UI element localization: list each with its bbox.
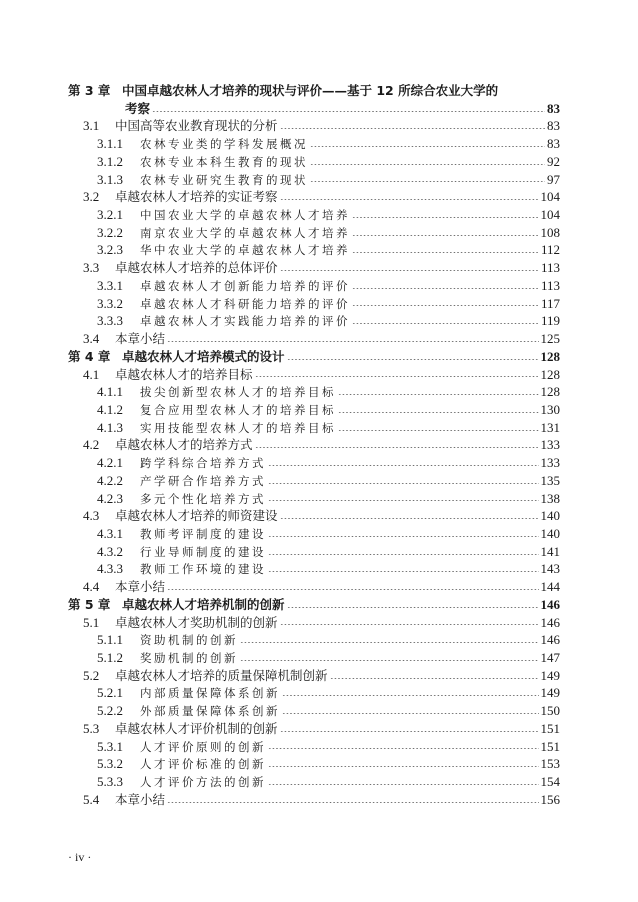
toc-subsection-entry[interactable] <box>68 543 560 561</box>
toc-section-entry[interactable] <box>68 117 560 135</box>
entry-page-number: 138 <box>540 490 560 506</box>
entry-title: 本章小结 <box>115 331 166 347</box>
entry-page-number: 133 <box>540 455 560 471</box>
toc-chapter-entry[interactable] <box>68 596 560 614</box>
entry-number: 5.3 <box>83 720 100 736</box>
dot-leader <box>330 678 539 679</box>
entry-page-number: 112 <box>540 242 560 258</box>
entry-page-number: 117 <box>540 295 560 311</box>
entry-page-number: 146 <box>540 632 560 648</box>
toc-section-entry[interactable] <box>68 366 560 384</box>
entry-page-number: 144 <box>540 579 560 595</box>
entry-number: 3.2.2 <box>97 224 123 240</box>
dot-leader <box>282 695 539 696</box>
dot-leader <box>167 589 538 590</box>
entry-page-number: 154 <box>540 774 560 790</box>
dot-leader <box>352 217 539 218</box>
entry-page-number: 128 <box>540 348 560 364</box>
entry-title: 产学研合作培养方式 <box>140 473 266 488</box>
entry-page-number: 125 <box>540 331 560 347</box>
entry-page-number: 92 <box>547 153 560 169</box>
entry-title: 人才评价原则的创新 <box>140 739 266 754</box>
entry-number: 4.1 <box>83 366 100 382</box>
entry-title: 卓越农林人才培养的总体评价 <box>115 260 278 276</box>
toc-subsection-entry[interactable] <box>68 383 560 401</box>
entry-title: 多元个性化培养方式 <box>140 491 266 506</box>
dot-leader <box>280 270 539 271</box>
dot-leader <box>268 766 539 767</box>
entry-number: 3.3.1 <box>97 277 123 293</box>
entry-title: 考察 <box>125 100 151 116</box>
entry-number: 3.4 <box>83 331 100 347</box>
entry-page-number: 149 <box>540 685 560 701</box>
entry-page-number: 113 <box>540 277 560 293</box>
entry-page-number: 128 <box>540 366 560 382</box>
toc-subsection-entry[interactable] <box>68 135 560 153</box>
entry-title: 外部质量保障体系创新 <box>140 704 280 719</box>
entry-title: 卓越农林人才创新能力培养的评价 <box>140 278 350 293</box>
entry-number: 4.1.2 <box>97 401 123 417</box>
entry-title: 卓越农林人才科研能力培养的评价 <box>140 296 350 311</box>
toc-subsection-entry[interactable] <box>68 773 560 791</box>
dot-leader <box>152 111 545 112</box>
entry-page-number: 97 <box>547 171 560 187</box>
entry-title: 复合应用型农林人才的培养目标 <box>140 402 336 417</box>
dot-leader <box>282 713 539 714</box>
toc-section-entry[interactable] <box>68 791 560 809</box>
toc-subsection-entry[interactable] <box>68 649 560 667</box>
toc-subsection-entry[interactable] <box>68 702 560 720</box>
entry-page-number: 130 <box>540 401 560 417</box>
entry-title: 资助机制的创新 <box>140 633 238 648</box>
entry-number: 3.1 <box>83 118 100 134</box>
entry-title: 卓越农林人才的培养方式 <box>115 437 253 453</box>
entry-page-number: 133 <box>540 437 560 453</box>
entry-title: 本章小结 <box>115 579 166 595</box>
toc-section-entry[interactable] <box>68 188 560 206</box>
entry-title: 中国卓越农林人才培养的现状与评价——基于 12 所综合农业大学的 <box>122 83 499 98</box>
entry-number: 4.2.2 <box>97 472 123 488</box>
dot-leader <box>268 554 539 555</box>
toc-subsection-entry[interactable] <box>68 277 560 295</box>
entry-page-number: 151 <box>540 720 560 736</box>
entry-title: 人才评价方法的创新 <box>140 775 266 790</box>
toc-section-entry[interactable] <box>68 436 560 454</box>
entry-title: 华中农业大学的卓越农林人才培养 <box>140 243 350 258</box>
entry-title: 卓越农林人才实践能力培养的评价 <box>140 314 350 329</box>
entry-page-number: 83 <box>547 100 560 116</box>
entry-number: 3.3 <box>83 260 100 276</box>
toc-section-entry[interactable] <box>68 667 560 685</box>
entry-number: 5.2.2 <box>97 703 123 719</box>
toc-subsection-entry[interactable] <box>68 631 560 649</box>
toc-section-entry[interactable] <box>68 507 560 525</box>
dot-leader <box>280 731 539 732</box>
dot-leader <box>338 412 539 413</box>
toc-subsection-entry[interactable] <box>68 560 560 578</box>
dot-leader <box>310 164 545 165</box>
entry-title: 中国农业大学的卓越农林人才培养 <box>140 208 350 223</box>
dot-leader <box>352 235 539 236</box>
toc-chapter-entry[interactable] <box>68 348 560 366</box>
entry-number: 3.2 <box>83 189 100 205</box>
entry-number: 5.2.1 <box>97 685 123 701</box>
entry-page-number: 135 <box>540 472 560 488</box>
entry-page-number: 147 <box>540 650 560 665</box>
entry-number: 5.1.2 <box>97 650 123 665</box>
entry-number: 5.2 <box>83 667 100 683</box>
dot-leader <box>352 305 539 306</box>
entry-title: 卓越农林人才培养的质量保障机制创新 <box>115 667 328 683</box>
entry-title: 人才评价标准的创新 <box>140 757 266 772</box>
dot-leader <box>338 394 539 395</box>
entry-page-number: 128 <box>540 384 560 400</box>
dot-leader <box>287 607 539 608</box>
dot-leader <box>287 359 539 360</box>
entry-number: 第 5 章 <box>68 596 111 612</box>
entry-number: 4.1.3 <box>97 419 123 435</box>
dot-leader <box>268 784 539 785</box>
entry-number: 4.3 <box>83 508 100 524</box>
entry-title: 拔尖创新型农林人才的培养目标 <box>140 385 336 400</box>
dot-leader <box>167 341 538 342</box>
entry-page-number: 150 <box>540 703 560 719</box>
entry-title: 农林专业类的学科发展概况 <box>140 137 308 152</box>
entry-number: 3.3.2 <box>97 295 123 311</box>
entry-title: 卓越农林人才培养的实证考察 <box>115 189 278 205</box>
entry-title: 卓越农林人才培养机制的创新 <box>122 596 285 612</box>
toc-subsection-entry[interactable] <box>68 454 560 472</box>
dot-leader <box>268 500 539 501</box>
entry-title: 南京农业大学的卓越农林人才培养 <box>140 225 350 240</box>
dot-leader <box>280 128 545 129</box>
entry-number: 5.1.1 <box>97 632 123 648</box>
entry-title: 中国高等农业教育现状的分析 <box>115 118 278 134</box>
entry-number: 4.4 <box>83 579 100 595</box>
entry-title: 教师考评制度的建设 <box>140 526 266 541</box>
entry-page-number: 113 <box>540 260 560 276</box>
entry-number: 3.1.1 <box>97 136 123 152</box>
entry-page-number: 149 <box>540 667 560 683</box>
toc-subsection-entry[interactable] <box>68 224 560 242</box>
entry-number: 5.1 <box>83 614 100 630</box>
entry-number: 3.3.3 <box>97 313 123 329</box>
toc-subsection-entry[interactable] <box>68 206 560 224</box>
toc-section-entry[interactable] <box>68 578 560 596</box>
entry-page-number: 156 <box>540 791 560 807</box>
toc-subsection-entry[interactable] <box>68 525 560 543</box>
entry-number: 第 4 章 <box>68 348 111 364</box>
toc-subsection-entry[interactable] <box>68 295 560 313</box>
entry-number: 4.2.1 <box>97 455 123 471</box>
entry-page-number: 153 <box>540 756 560 772</box>
entry-number: 4.3.3 <box>97 561 123 577</box>
dot-leader <box>310 181 545 182</box>
entry-title: 教师工作环境的建设 <box>140 562 266 577</box>
entry-page-number: 83 <box>547 118 560 134</box>
entry-title: 卓越农林人才的培养目标 <box>115 366 253 382</box>
entry-title: 跨学科综合培养方式 <box>140 456 266 471</box>
dot-leader <box>268 536 539 537</box>
toc-section-entry[interactable] <box>68 614 560 632</box>
dot-leader <box>310 146 545 147</box>
entry-number: 第 3 章 <box>68 83 111 98</box>
dot-leader <box>268 483 539 484</box>
dot-leader <box>268 571 539 572</box>
entry-page-number: 104 <box>540 189 560 205</box>
dot-leader <box>352 252 539 253</box>
entry-page-number: 143 <box>540 561 560 577</box>
entry-number: 5.4 <box>83 791 100 807</box>
entry-number: 3.1.3 <box>97 171 123 187</box>
toc-section-entry[interactable] <box>68 259 560 277</box>
entry-title: 农林专业研究生教育的现状 <box>140 172 308 187</box>
dot-leader <box>280 518 539 519</box>
dot-leader <box>352 323 539 324</box>
entry-page-number: 141 <box>540 543 560 559</box>
dot-leader <box>280 624 539 625</box>
dot-leader <box>255 447 539 448</box>
entry-number: 4.1.1 <box>97 384 123 400</box>
entry-title: 卓越农林人才奖助机制的创新 <box>115 614 278 630</box>
entry-number: 3.2.1 <box>97 207 123 223</box>
dot-leader <box>352 288 539 289</box>
toc-subsection-entry[interactable] <box>68 241 560 259</box>
page-number-footer: · iv · <box>68 850 92 864</box>
toc-chapter-entry-continued[interactable] <box>68 100 560 118</box>
entry-page-number: 104 <box>540 207 560 223</box>
entry-page-number: 140 <box>540 525 560 541</box>
entry-number: 4.2 <box>83 437 100 453</box>
toc-chapter-entry[interactable] <box>68 82 560 100</box>
entry-title: 奖励机制的创新 <box>140 651 238 665</box>
table-of-contents <box>68 82 560 808</box>
dot-leader <box>240 660 539 661</box>
entry-page-number: 146 <box>540 614 560 630</box>
entry-number: 4.2.3 <box>97 490 123 506</box>
toc-section-entry[interactable] <box>68 720 560 738</box>
entry-number: 3.2.3 <box>97 242 123 258</box>
entry-number: 5.3.2 <box>97 756 123 772</box>
entry-page-number: 151 <box>540 738 560 754</box>
dot-leader <box>338 430 539 431</box>
entry-title: 卓越农林人才培养模式的设计 <box>122 348 285 364</box>
entry-page-number: 146 <box>540 596 560 612</box>
entry-number: 3.1.2 <box>97 153 123 169</box>
entry-number: 5.3.1 <box>97 738 123 754</box>
dot-leader <box>240 642 539 643</box>
dot-leader <box>255 376 539 377</box>
toc-subsection-entry[interactable] <box>68 401 560 419</box>
dot-leader <box>268 465 539 466</box>
entry-title: 实用技能型农林人才的培养目标 <box>140 420 336 435</box>
entry-title: 内部质量保障体系创新 <box>140 686 280 701</box>
entry-page-number: 108 <box>540 224 560 240</box>
dot-leader <box>280 199 539 200</box>
entry-page-number: 83 <box>547 136 560 152</box>
entry-number: 5.3.3 <box>97 774 123 790</box>
dot-leader <box>268 748 539 749</box>
entry-page-number: 131 <box>540 419 560 435</box>
entry-number: 4.3.2 <box>97 543 123 559</box>
toc-subsection-entry[interactable] <box>68 755 560 773</box>
entry-title: 本章小结 <box>115 791 166 807</box>
entry-title: 卓越农林人才培养的师资建设 <box>115 508 278 524</box>
toc-subsection-entry[interactable] <box>68 153 560 171</box>
entry-title: 行业导师制度的建设 <box>140 544 266 559</box>
toc-section-entry[interactable] <box>68 330 560 348</box>
toc-subsection-entry[interactable] <box>68 472 560 490</box>
entry-title: 卓越农林人才评价机制的创新 <box>115 720 278 736</box>
toc-subsection-entry[interactable] <box>68 171 560 189</box>
entry-page-number: 119 <box>540 313 560 329</box>
dot-leader <box>167 802 538 803</box>
entry-page-number: 140 <box>540 508 560 524</box>
entry-title: 农林专业本科生教育的现状 <box>140 154 308 169</box>
toc-subsection-entry[interactable] <box>68 312 560 330</box>
toc-subsection-entry[interactable] <box>68 419 560 437</box>
toc-subsection-entry[interactable] <box>68 684 560 702</box>
toc-subsection-entry[interactable] <box>68 738 560 756</box>
entry-number: 4.3.1 <box>97 525 123 541</box>
toc-subsection-entry[interactable] <box>68 490 560 508</box>
